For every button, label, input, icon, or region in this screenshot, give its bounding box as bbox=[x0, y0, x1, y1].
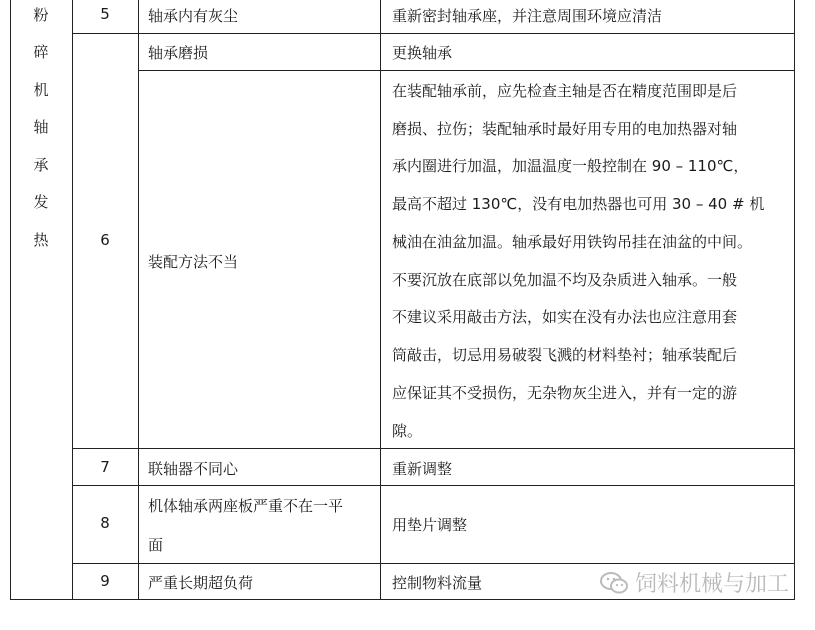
fix-line: 应保证其不受损伤，无杂物灰尘进入，并有一定的游 bbox=[392, 384, 738, 402]
fix-line: 磨损、拉伤；装配轴承时最好用专用的电加热器对轴 bbox=[392, 120, 738, 138]
fix-line: 最高不超过 130℃，没有电加热器也可用 30 – 40 # 机 bbox=[392, 195, 765, 213]
fix-cell: 重新调整 bbox=[392, 460, 453, 478]
cause-cell: 严重长期超负荷 bbox=[148, 574, 254, 592]
row-divider bbox=[72, 33, 795, 34]
cause-line: 面 bbox=[148, 536, 164, 554]
row-divider bbox=[72, 563, 795, 564]
row-number: 6 bbox=[100, 231, 110, 249]
category-char: 轴 bbox=[33, 118, 49, 136]
category-char: 发 bbox=[33, 193, 49, 211]
row-number: 8 bbox=[100, 514, 110, 532]
cause-cell: 轴承内有灰尘 bbox=[148, 7, 239, 25]
watermark-text: 饲料机械与加工 bbox=[634, 572, 789, 597]
fix-cell: 重新密封轴承座，并注意周围环境应清洁 bbox=[392, 7, 663, 25]
cause-cell: 轴承磨损 bbox=[148, 44, 209, 62]
fix-line: 筒敲击，切忌用易破裂飞溅的材料垫衬；轴承装配后 bbox=[392, 346, 738, 364]
row-number: 9 bbox=[100, 572, 110, 590]
row-divider bbox=[72, 485, 795, 486]
fix-cell: 更换轴承 bbox=[392, 44, 453, 62]
fix-line: 在装配轴承前，应先检查主轴是否在精度范围即是后 bbox=[392, 82, 738, 100]
col-divider bbox=[72, 0, 73, 600]
fix-line: 不建议采用敲击方法，如实在没有办法也应注意用套 bbox=[392, 308, 738, 326]
row-number: 7 bbox=[100, 458, 110, 476]
category-char: 机 bbox=[33, 81, 49, 99]
row-number: 5 bbox=[100, 5, 110, 23]
wechat-icon bbox=[599, 570, 629, 596]
cause-line: 机体轴承两座板严重不在一平 bbox=[148, 497, 344, 515]
category-char: 热 bbox=[33, 231, 49, 249]
row-divider bbox=[138, 70, 795, 71]
fix-cell: 用垫片调整 bbox=[392, 516, 468, 534]
col-divider bbox=[380, 0, 381, 600]
watermark bbox=[599, 567, 789, 598]
col-divider bbox=[138, 0, 139, 600]
fix-line: 隙。 bbox=[392, 422, 423, 440]
cause-cell: 联轴器不同心 bbox=[148, 460, 239, 478]
fix-line: 械油在油盆加温。轴承最好用铁钩吊挂在油盆的中间。 bbox=[392, 233, 753, 251]
cause-cell: 装配方法不当 bbox=[148, 253, 239, 271]
row-divider bbox=[72, 448, 795, 449]
fix-cell: 控制物料流量 bbox=[392, 574, 483, 592]
category-char: 粉 bbox=[33, 6, 49, 24]
category-char: 碎 bbox=[33, 43, 49, 61]
fix-line: 承内圈进行加温，加温温度一般控制在 90 – 110℃， bbox=[392, 157, 749, 175]
fix-line: 不要沉放在底部以免加温不均及杂质进入轴承。一般 bbox=[392, 271, 738, 289]
table-bottom-border bbox=[10, 599, 795, 600]
col-divider bbox=[794, 0, 795, 600]
category-char: 承 bbox=[33, 156, 49, 174]
